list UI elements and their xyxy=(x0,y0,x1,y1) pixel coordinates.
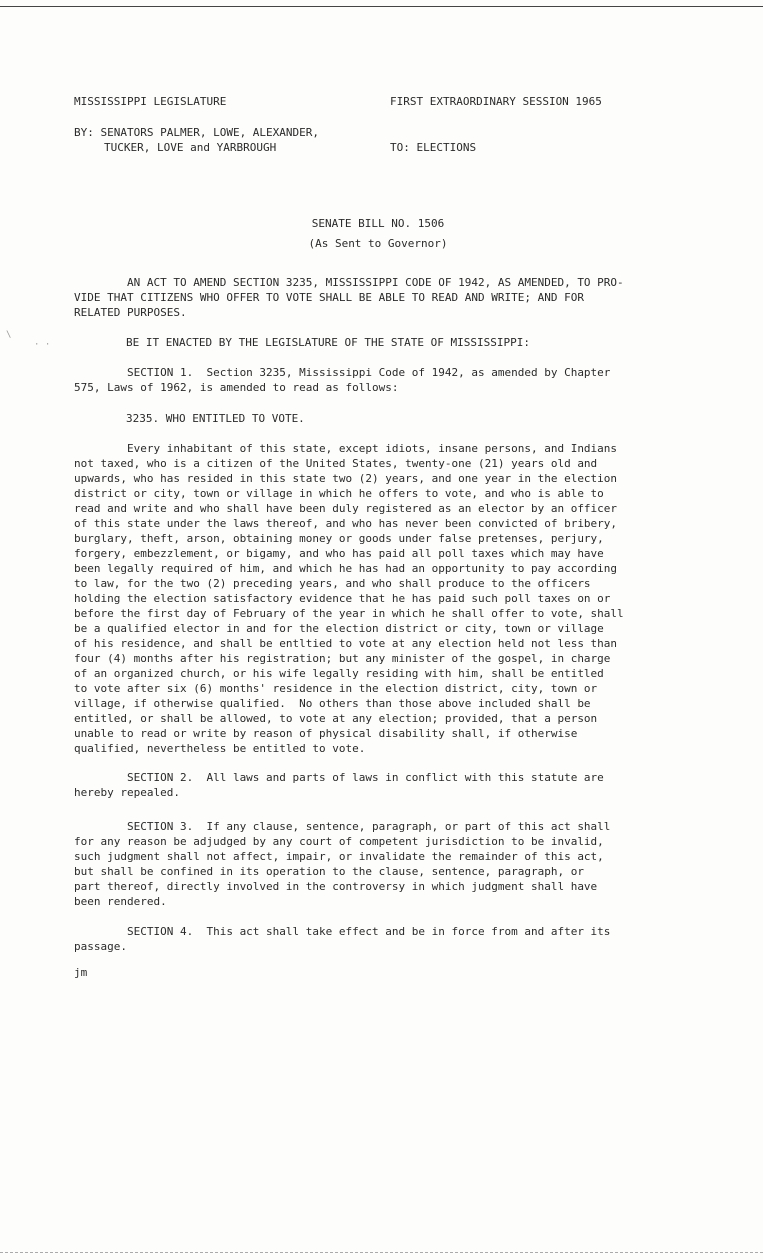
bill-number: SENATE BILL NO. 1506 xyxy=(311,217,445,230)
top-rule xyxy=(0,6,763,7)
typist-initials: jm xyxy=(74,966,88,979)
section-2: SECTION 2. All laws and parts of laws in conflict with this statute are hereby repealed. xyxy=(74,771,604,799)
margin-mark: \ xyxy=(6,330,12,340)
section-4: SECTION 4. This act shall take effect and be in force from and after its passage. xyxy=(74,925,611,953)
committee-referral: TO: ELECTIONS xyxy=(390,141,477,154)
section-1: SECTION 1. Section 3235, Mississippi Code of 1942, as amended by Chapter 575, Laws of 1962, is amended to read as follows: xyxy=(74,366,611,394)
bill-status: (As Sent to Governor) xyxy=(308,237,448,250)
act-title: AN ACT TO AMEND SECTION 3235, MISSISSIPPI CODE OF 1942, AS AMENDED, TO PRO- VIDE THAT CITIZENS WHO OFFER TO VOTE SHALL BE ABLE TO READ AND WRITE; AND FOR RELATED PURPOSES. xyxy=(74,276,624,319)
bottom-rule xyxy=(0,1252,763,1254)
session-heading: FIRST EXTRAORDINARY SESSION 1965 xyxy=(390,95,602,108)
code-section-heading: 3235. WHO ENTITLED TO VOTE. xyxy=(126,412,305,425)
margin-mark: · · xyxy=(34,340,51,350)
section-3: SECTION 3. If any clause, sentence, paragraph, or part of this act shall for any reason be adjudged by any court of competent jurisdiction to be invalid, such judgment shall not affect, impair, or invalidate the remainder of this act, but shall be confined in its operation to the clause, sentence, paragraph, or part thereof, directly involved in the controversy in which judgment shall have been rendered. xyxy=(74,820,611,908)
enacting-clause: BE IT ENACTED BY THE LEGISLATURE OF THE STATE OF MISSISSIPPI: xyxy=(126,336,530,349)
code-section-text: Every inhabitant of this state, except idiots, insane persons, and Indians not taxed, who is a citizen of the United States, twenty-one (21) years old and upwards, who has resided in this state two (2) years, and one year in the election district or city, town or village in which he offers to vote, and who is able to read and write and who shall have been duly registered as an elector by an officer of this state under the laws thereof, and who has never been convicted of bribery, burglary, theft, arson, obtaining money or goods under false pretenses, perjury, forgery, embezzlement, or bigamy, and who has paid all poll taxes which may have been legally required of him, and which he has had an opportunity to pay according to law, for the two (2) preceding years, and who shall produce to the officers holding the election satisfactory evidence that he has paid such poll taxes on or before the first day of February of the year in which he shall offer to vote, shall be a qualified elector in and for the election district or city, town or village of his residence, and shall be entltied to vote at any election held not less than four (4) months after his registration; but any minister of the gospel, in charge of an organized church, or his wife legally residing with him, shall be entitled to vote after six (6) months' residence in the election district, city, town or village, if otherwise qualified. No others than those above included shall be entitled, or shall be allowed, to vote at any election; provided, that a person unable to read or write by reason of physical disability shall, if otherwise qualified, nevertheless be entitled to vote. xyxy=(74,442,624,755)
legislature-heading: MISSISSIPPI LEGISLATURE xyxy=(74,95,227,108)
sponsors-line-2: TUCKER, LOVE and YARBROUGH xyxy=(104,141,277,154)
sponsors-line-1: BY: SENATORS PALMER, LOWE, ALEXANDER, xyxy=(74,126,320,139)
